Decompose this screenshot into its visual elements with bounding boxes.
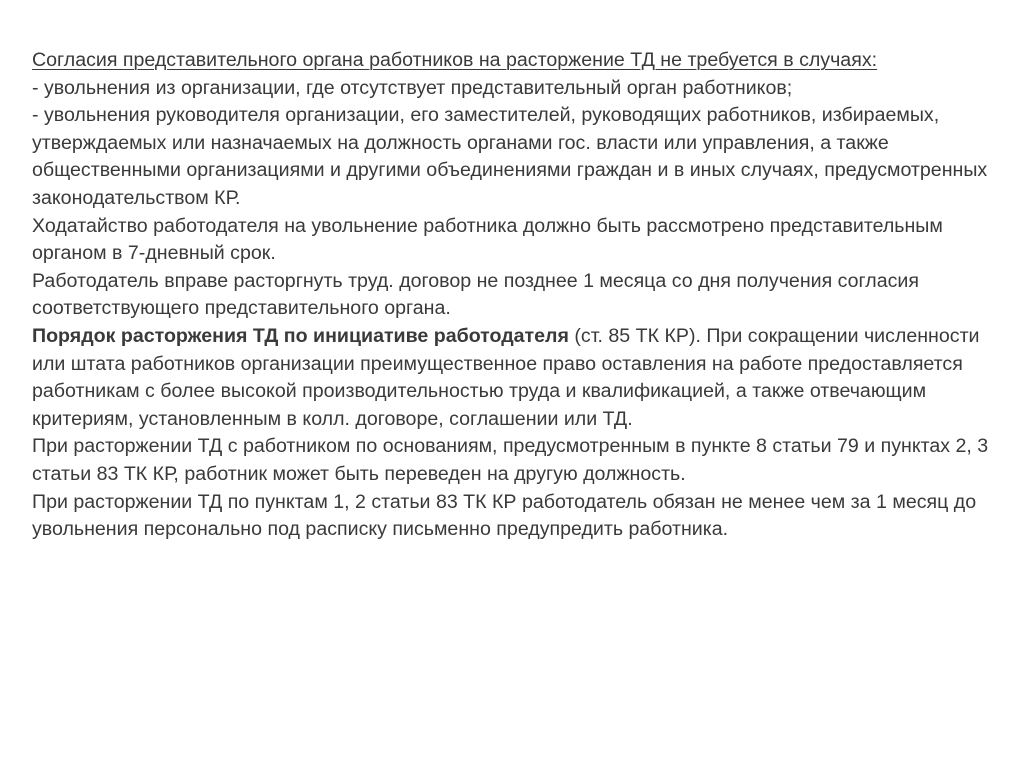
procedure-heading: Порядок расторжения ТД по инициативе работодателя bbox=[32, 324, 569, 347]
termination-deadline-paragraph: Работодатель вправе расторгнуть труд. договор не позднее 1 месяца со дня получения согласия соответствующего представительного органа. bbox=[32, 269, 919, 320]
procedure-text: (ст. 85 ТК КР). При сокращении численности или штата работников организации преимущественное право оставления на работе предоставляется работникам с более высокой производительностью труда и квалификацией, а также отвечающим критериям, установленным в колл. договоре, соглашении или ТД. bbox=[32, 324, 980, 430]
case-item-managers: - увольнения руководителя организации, его заместителей, руководящих работников, избираемых, утверждаемых или назначаемых на должность органами гос. власти или управления, а также общественными организациями и другими объединениями граждан и в иных случаях, предусмотренных законодательством КР. bbox=[32, 104, 988, 209]
petition-paragraph: Ходатайство работодателя на увольнение работника должно быть рассмотрено представительным органом в 7-дневный срок. bbox=[32, 214, 943, 265]
case-item-no-representative-body: - увольнения из организации, где отсутствует представительный орган работников; bbox=[32, 76, 793, 99]
slide-body bbox=[32, 47, 997, 544]
intro-heading: Согласия представительного органа работников на расторжение ТД не требуется в случаях: bbox=[32, 49, 878, 71]
notice-paragraph: При расторжении ТД по пунктам 1, 2 статьи 83 ТК КР работодатель обязан не менее чем за 1 месяц до увольнения персонально под расписку письменно предупредить работника. bbox=[32, 490, 977, 541]
procedure-paragraph bbox=[32, 323, 997, 433]
transfer-paragraph: При расторжении ТД с работником по основаниям, предусмотренным в пункте 8 статьи 79 и пунктах 2, 3 статьи 83 ТК КР, работник может быть переведен на другую должность. bbox=[32, 435, 989, 485]
